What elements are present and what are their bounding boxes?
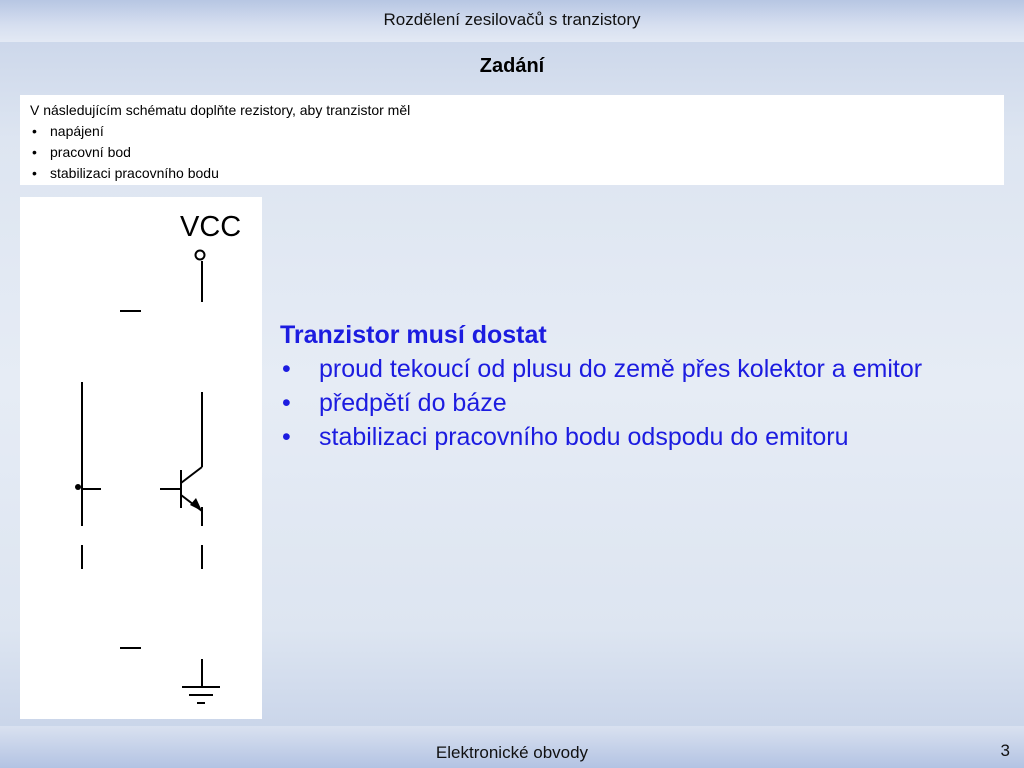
slide-title: Zadání — [479, 55, 545, 77]
presentation-title: Rozdělení zesilovačů s tranzistory — [383, 10, 641, 29]
requirement-item: • stabilizaci pracovního bodu odspodu do emitoru — [280, 420, 1020, 454]
circuit-schematic — [20, 197, 262, 719]
vcc-terminal — [196, 251, 205, 260]
task-intro: V následujícím schématu doplňte rezistory, aby tranzistor měl — [30, 102, 411, 118]
transistor-collector — [181, 467, 202, 483]
requirement-item: • předpětí do báze — [280, 386, 1020, 420]
requirement-item: • proud tekoucí od plusu do země přes kolektor a emitor — [280, 352, 1020, 386]
page-number: 3 — [1000, 741, 1010, 760]
task-list — [30, 121, 994, 184]
requirements-list — [280, 352, 1020, 454]
emitter-arrow — [190, 498, 202, 511]
task-item: • napájení — [30, 121, 994, 142]
task-item: • stabilizaci pracovního bodu — [30, 163, 994, 184]
task-box — [20, 95, 1004, 185]
task-item: • pracovní bod — [30, 142, 994, 163]
circuit-diagram — [20, 197, 262, 719]
footer-text: Elektronické obvody — [435, 743, 589, 762]
requirements-heading: Tranzistor musí dostat — [280, 321, 547, 349]
requirements-block — [280, 318, 1020, 454]
vcc-label: VCC — [180, 211, 242, 243]
junction-dot — [75, 484, 81, 490]
